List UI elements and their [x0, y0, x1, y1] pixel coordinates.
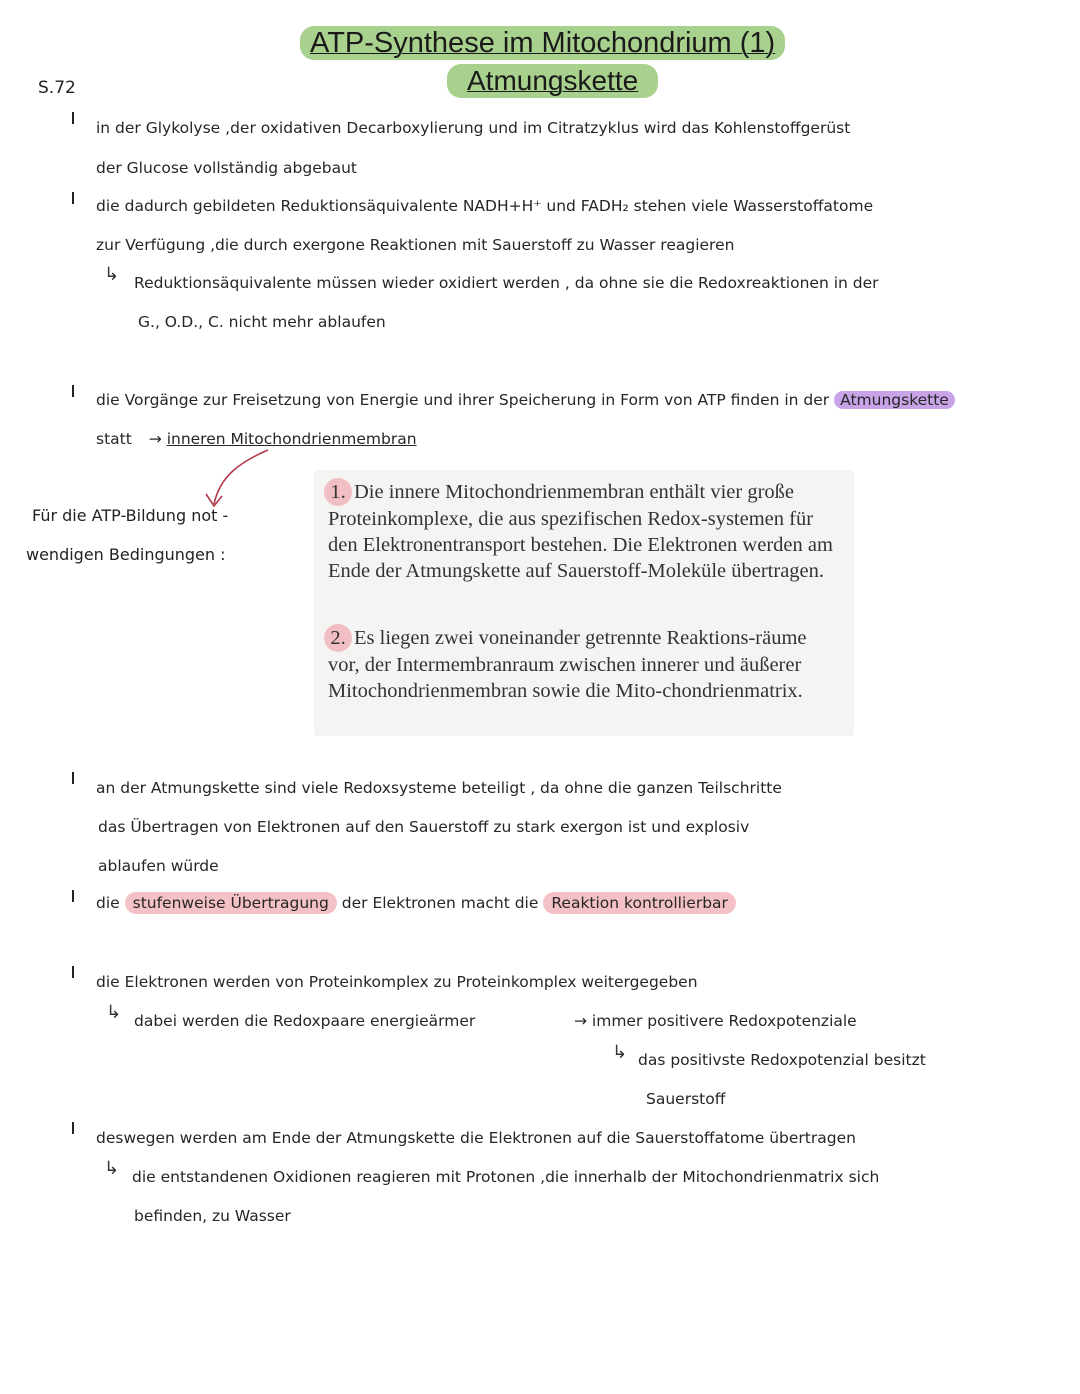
- note-line: die dadurch gebildeten Reduktionsäquivalente NADH+H⁺ und FADH₂ stehen viele Wasserstoffatome: [96, 197, 874, 215]
- highlight-atmungskette: Atmungskette: [834, 391, 955, 409]
- arrow-hook-icon: ↳: [612, 1042, 628, 1063]
- note-line: Sauerstoff: [646, 1090, 726, 1108]
- page-subtitle: Atmungskette: [447, 64, 658, 98]
- note-line: zur Verfügung ,die durch exergone Reaktionen mit Sauerstoff zu Wasser reagieren: [96, 236, 735, 254]
- side-note-line: Für die ATP-Bildung not -: [32, 506, 229, 525]
- note-line: an der Atmungskette sind viele Redoxsysteme beteiligt , da ohne die ganzen Teilschritte: [96, 779, 782, 797]
- bullet-dash: [72, 192, 74, 204]
- bullet-dash: [72, 772, 74, 784]
- highlight-stepwise-transfer: stufenweise Übertragung: [125, 892, 337, 914]
- note-line: in der Glykolyse ,der oxidativen Decarboxylierung und im Citratzyklus wird das Kohlenstoffgerüst: [96, 119, 851, 137]
- note-line: ablaufen würde: [98, 857, 219, 875]
- arrow-hook-icon: ↳: [104, 264, 120, 285]
- arrow-hook-icon: ↳: [106, 1002, 122, 1023]
- note-line: Reduktionsäquivalente müssen wieder oxidiert werden , da ohne sie die Redoxreaktionen in der: [134, 274, 879, 292]
- bullet-dash: [72, 966, 74, 978]
- note-line: G., O.D., C. nicht mehr ablaufen: [138, 313, 386, 331]
- note-line: die Elektronen werden von Proteinkomplex zu Proteinkomplex weitergegeben: [96, 973, 698, 991]
- page-title: ATP-Synthese im Mitochondrium (1): [300, 26, 785, 60]
- number-badge: 1.: [324, 478, 352, 506]
- page-reference: S.72: [38, 78, 76, 98]
- bullet-dash: [72, 890, 74, 902]
- note-line: die Vorgänge zur Freisetzung von Energie und ihrer Speicherung in Form von ATP finden in der Atmungskette: [96, 390, 955, 410]
- note-line: statt → inneren Mitochondrienmembran: [96, 430, 417, 448]
- bullet-dash: [72, 1122, 74, 1134]
- note-line: → immer positivere Redoxpotenziale: [574, 1012, 857, 1030]
- note-line: befinden, zu Wasser: [134, 1207, 291, 1225]
- bullet-dash: [72, 112, 74, 124]
- highlight-controllable-reaction: Reaktion kontrollierbar: [543, 892, 736, 914]
- excerpt-paragraph-2: 2. Es liegen zwei voneinander getrennte Reaktions-räume vor, der Intermembranraum zwischen innerer und äußerer Mitochondrienmembran sowie die Mito-chondrienmatrix.: [328, 624, 838, 704]
- number-badge: 2.: [324, 624, 352, 652]
- note-line: deswegen werden am Ende der Atmungskette die Elektronen auf die Sauerstoffatome übertragen: [96, 1129, 856, 1147]
- note-line: dabei werden die Redoxpaare energieärmer: [134, 1012, 476, 1030]
- note-line: die entstandenen Oxidionen reagieren mit Protonen ,die innerhalb der Mitochondrienmatrix sich: [132, 1168, 880, 1186]
- note-line: der Glucose vollständig abgebaut: [96, 159, 357, 177]
- inner-membrane-label: inneren Mitochondrienmembran: [166, 430, 417, 448]
- side-note-line: wendigen Bedingungen :: [26, 545, 226, 564]
- note-line: das Übertragen von Elektronen auf den Sauerstoff zu stark exergon ist und explosiv: [98, 818, 750, 836]
- textbook-excerpt: [314, 470, 854, 736]
- bullet-dash: [72, 385, 74, 397]
- note-line: das positivste Redoxpotenzial besitzt: [638, 1051, 926, 1069]
- arrow-hook-icon: ↳: [104, 1158, 120, 1179]
- note-line: die stufenweise Übertragung der Elektronen macht die Reaktion kontrollierbar: [96, 893, 736, 913]
- pointer-arrow-icon: [200, 444, 280, 514]
- excerpt-paragraph-1: 1. Die innere Mitochondrienmembran enthält vier große Proteinkomplexe, die aus spezifischen Redox-systemen für den Elektronentransport bestehen. Die Elektronen werden am Ende der Atmungskette auf Sauerstoff-Moleküle übertragen.: [328, 478, 838, 584]
